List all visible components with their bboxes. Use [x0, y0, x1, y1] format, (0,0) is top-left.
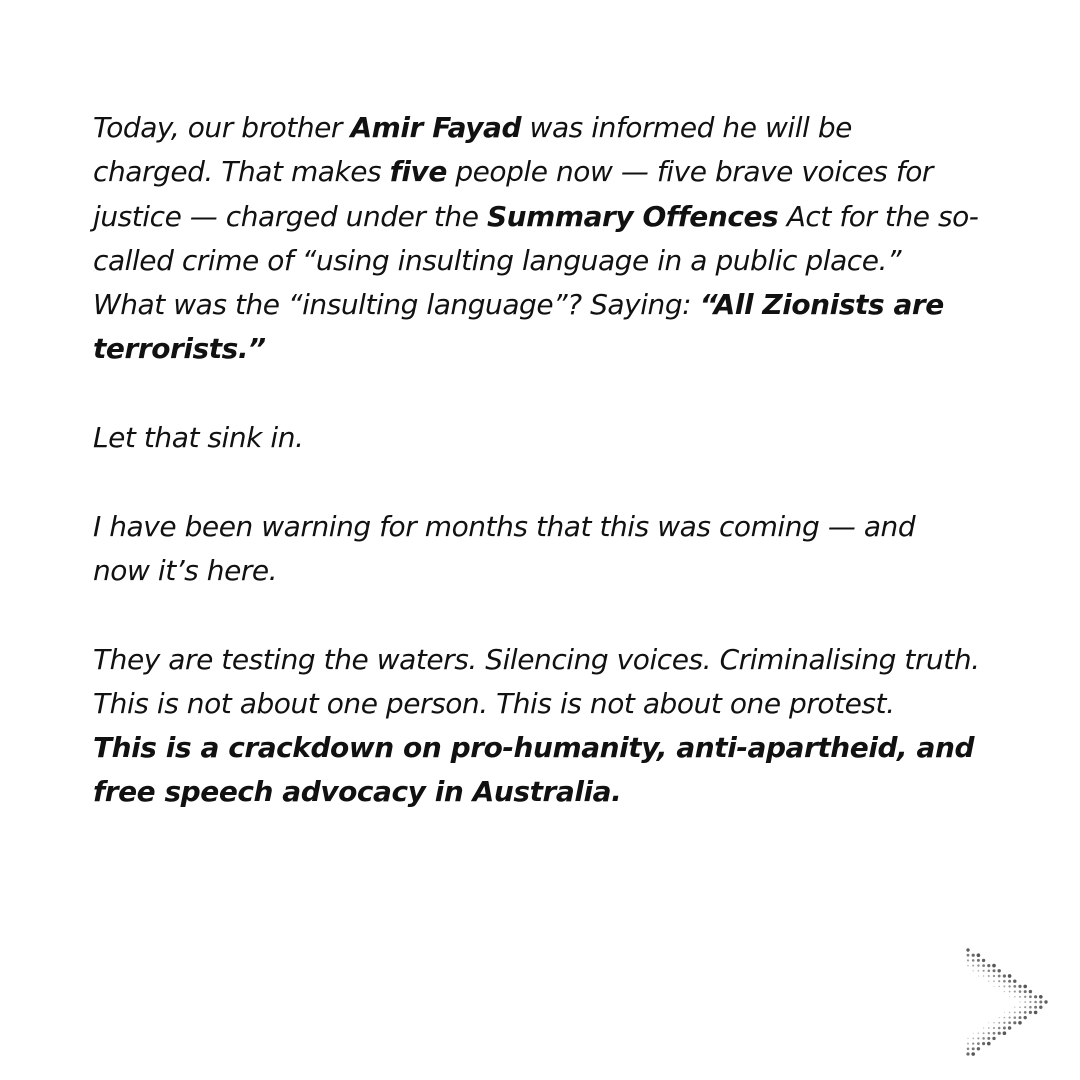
text-segment: What was the “insulting language”? Saying:: [93, 288, 700, 322]
text-line: [93, 726, 1013, 770]
text-segment: I have been warning for months that this was coming — and: [93, 509, 916, 543]
text-segment: Act for the so-: [778, 199, 979, 233]
halftone-chevron-right-icon: [960, 948, 1060, 1058]
bold-text: This is a crackdown on pro-humanity, anti-apartheid, and: [93, 731, 975, 765]
bold-text: terrorists.”: [93, 332, 266, 366]
text-line: [93, 239, 1013, 283]
text-line: [93, 638, 1013, 682]
text-segment: Let that sink in.: [93, 421, 304, 455]
text-segment: was informed he will be: [521, 111, 852, 144]
paragraph: [93, 106, 1013, 372]
paragraph: [93, 638, 1013, 815]
text-line: [93, 327, 1013, 371]
text-line: [93, 416, 1013, 460]
text-line: [93, 283, 1013, 327]
text-line: [93, 505, 1013, 549]
text-line: [93, 195, 1013, 239]
text-segment: charged. That makes: [93, 155, 390, 189]
text-line: [93, 150, 1013, 194]
text-line: [93, 549, 1013, 593]
post-body: [93, 106, 1013, 859]
text-segment: called crime of “using insulting language in a public place.”: [93, 243, 902, 277]
text-segment: now it’s here.: [93, 553, 278, 587]
paragraph: [93, 505, 1013, 594]
text-segment: This is not about one person. This is not about one protest.: [93, 686, 895, 720]
bold-text: five: [389, 155, 447, 189]
bold-text: “All Zionists are: [699, 288, 944, 322]
text-line: [93, 682, 1013, 726]
text-segment: Today, our brother: [93, 111, 351, 144]
bold-text: Summary Offences: [486, 199, 779, 233]
bold-text: Amir Fayad: [350, 111, 522, 144]
text-segment: people now — five brave voices for: [446, 155, 933, 189]
text-line: [93, 106, 1013, 150]
text-line: [93, 770, 1013, 814]
text-segment: justice — charged under the: [93, 199, 487, 233]
text-segment: They are testing the waters. Silencing voices. Criminalising truth.: [93, 642, 980, 676]
paragraph: [93, 416, 1013, 460]
bold-text: free speech advocacy in Australia.: [93, 775, 622, 809]
